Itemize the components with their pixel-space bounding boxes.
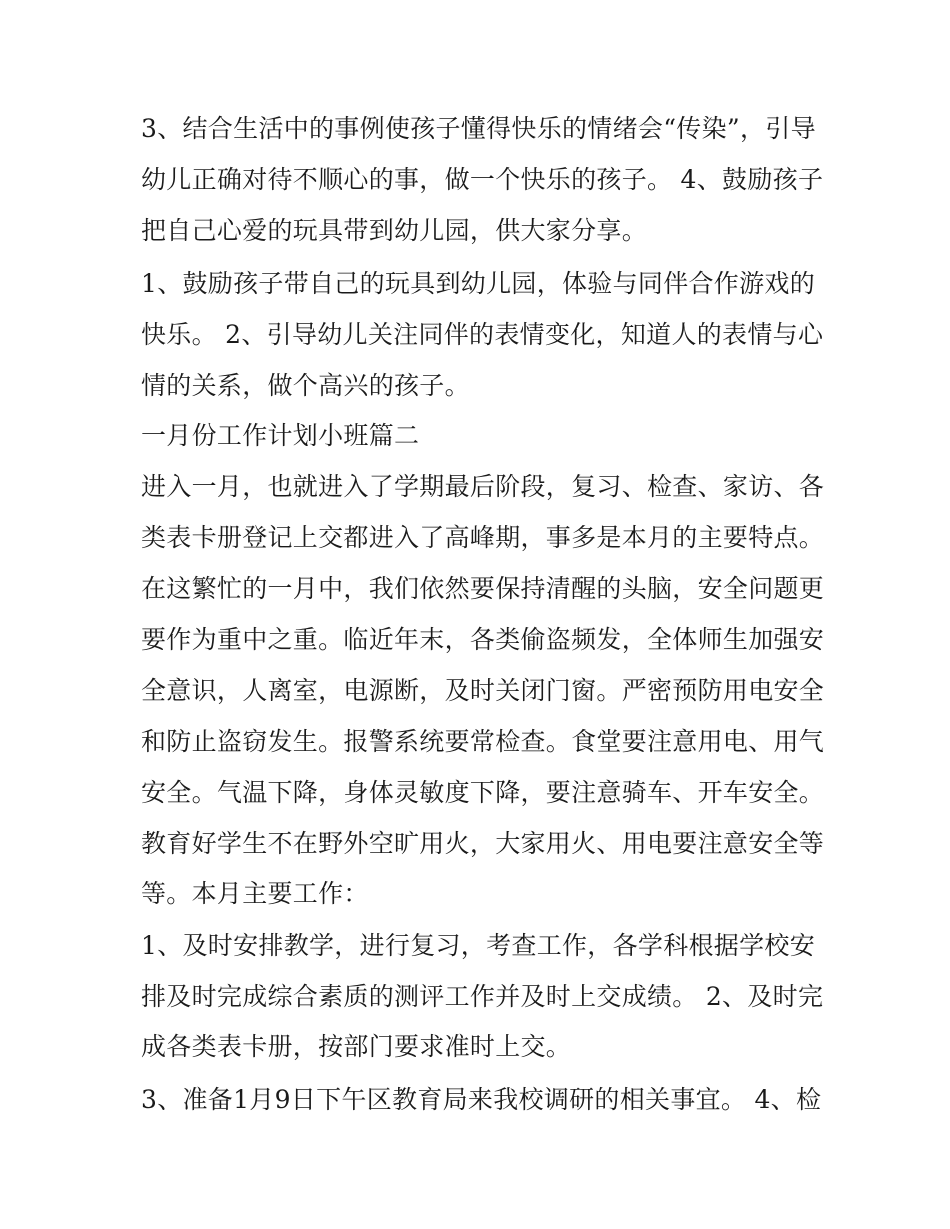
text-line: 3、结合生活中的事例使孩子懂得快乐的情绪会“传染”，引导 [141, 114, 816, 143]
text-line: 教育好学生不在野外空旷用火，大家用火、用电要注意安全等 [141, 829, 825, 858]
text-line: 和防止盗窃发生。报警系统要常检查。食堂要注意用电、用气 [141, 727, 825, 756]
text-line: 幼儿正确对待不顺心的事，做一个快乐的孩子。 4、鼓励孩子 [141, 165, 824, 194]
text-line: 情的关系，做个高兴的孩子。 [141, 371, 470, 400]
text-line: 要作为重中之重。临近年末，各类偷盗频发，全体师生加强安 [141, 625, 825, 654]
text-line: 1、鼓励孩子带自己的玩具到幼儿园，体验与同伴合作游戏的 [141, 269, 816, 298]
text-line: 等。本月主要工作： [141, 879, 369, 908]
text-line: 全意识，人离室，电源断，及时关闭门窗。严密预防用电安全 [141, 676, 825, 705]
section-heading: 一月份工作计划小班篇二 [141, 421, 420, 450]
text-line: 快乐。 2、引导幼儿关注同伴的表情变化，知道人的表情与心 [141, 320, 824, 349]
text-line: 进入一月，也就进入了学期最后阶段，复习、检查、家访、各 [141, 472, 825, 501]
text-line: 在这繁忙的一月中，我们依然要保持清醒的头脑，安全问题更 [141, 574, 825, 603]
text-line: 把自己心爱的玩具带到幼儿园，供大家分享。 [141, 216, 648, 245]
text-line: 类表卡册登记上交都进入了高峰期，事多是本月的主要特点。 [141, 523, 825, 552]
text-line: 3、准备1月9日下午区教育局来我校调研的相关事宜。 4、检 [141, 1085, 822, 1114]
text-line: 排及时完成综合素质的测评工作并及时上交成绩。 2、及时完 [141, 982, 824, 1011]
text-line: 安全。气温下降，身体灵敏度下降，要注意骑车、开车安全。 [141, 778, 825, 807]
text-line: 成各类表卡册，按部门要求准时上交。 [141, 1032, 572, 1061]
text-line: 1、及时安排教学，进行复习，考查工作，各学科根据学校安 [141, 931, 816, 960]
